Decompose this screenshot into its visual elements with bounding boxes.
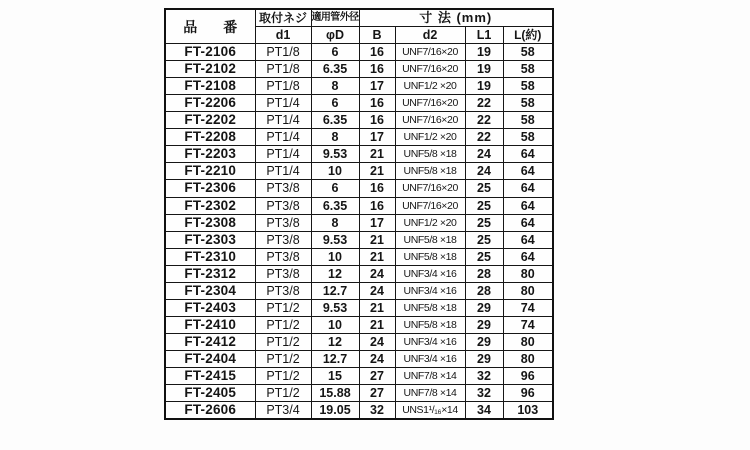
cell-part-number: FT-2412 xyxy=(165,333,255,350)
cell-d1: PT1/4 xyxy=(255,112,311,129)
cell-part-number: FT-2310 xyxy=(165,248,255,265)
cell-l-approx: 58 xyxy=(503,112,553,129)
cell-b: 21 xyxy=(359,163,395,180)
cell-part-number: FT-2306 xyxy=(165,180,255,197)
cell-part-number: FT-2403 xyxy=(165,299,255,316)
table-row xyxy=(165,197,553,214)
header-d2: d2 xyxy=(395,27,465,44)
cell-d2: UNF7/8 ×14 xyxy=(395,367,465,384)
cell-d1: PT1/2 xyxy=(255,367,311,384)
table-row xyxy=(165,316,553,333)
cell-d1: PT3/8 xyxy=(255,265,311,282)
header-b: B xyxy=(359,27,395,44)
cell-part-number: FT-2308 xyxy=(165,214,255,231)
cell-phi-d: 8 xyxy=(311,214,359,231)
cell-l1: 25 xyxy=(465,231,503,248)
cell-d1: PT3/8 xyxy=(255,197,311,214)
cell-d1: PT3/8 xyxy=(255,231,311,248)
cell-d1: PT1/4 xyxy=(255,129,311,146)
cell-l1: 19 xyxy=(465,78,503,95)
header-phi-d: φD xyxy=(311,27,359,44)
cell-part-number: FT-2312 xyxy=(165,265,255,282)
cell-l1: 25 xyxy=(465,214,503,231)
cell-d2: UNF1/2 ×20 xyxy=(395,129,465,146)
cell-l-approx: 58 xyxy=(503,78,553,95)
cell-d1: PT1/8 xyxy=(255,61,311,78)
cell-l-approx: 80 xyxy=(503,350,553,367)
header-applicable-pipe-od: 適用管外径 xyxy=(311,9,359,27)
cell-d2: UNF3/4 ×16 xyxy=(395,350,465,367)
cell-phi-d: 10 xyxy=(311,163,359,180)
cell-l-approx: 80 xyxy=(503,333,553,350)
cell-l1: 19 xyxy=(465,61,503,78)
cell-l-approx: 64 xyxy=(503,146,553,163)
spec-table-header xyxy=(165,9,553,44)
cell-d1: PT3/8 xyxy=(255,180,311,197)
cell-d1: PT1/2 xyxy=(255,299,311,316)
cell-b: 21 xyxy=(359,299,395,316)
cell-phi-d: 6.35 xyxy=(311,112,359,129)
cell-d1: PT3/8 xyxy=(255,214,311,231)
cell-b: 17 xyxy=(359,129,395,146)
cell-d2: UNF5/8 ×18 xyxy=(395,316,465,333)
cell-part-number: FT-2303 xyxy=(165,231,255,248)
cell-l1: 24 xyxy=(465,146,503,163)
cell-l1: 32 xyxy=(465,385,503,402)
table-row xyxy=(165,95,553,112)
cell-part-number: FT-2606 xyxy=(165,402,255,420)
cell-part-number: FT-2203 xyxy=(165,146,255,163)
cell-l1: 22 xyxy=(465,95,503,112)
cell-part-number: FT-2302 xyxy=(165,197,255,214)
cell-l1: 29 xyxy=(465,316,503,333)
cell-l1: 22 xyxy=(465,112,503,129)
table-row xyxy=(165,248,553,265)
cell-d2: UNF1/2 ×20 xyxy=(395,78,465,95)
header-d1: d1 xyxy=(255,27,311,44)
cell-l1: 28 xyxy=(465,265,503,282)
cell-part-number: FT-2202 xyxy=(165,112,255,129)
cell-l-approx: 64 xyxy=(503,248,553,265)
cell-l1: 28 xyxy=(465,282,503,299)
cell-l1: 22 xyxy=(465,129,503,146)
cell-l-approx: 64 xyxy=(503,163,553,180)
header-row-1 xyxy=(165,9,553,27)
table-row xyxy=(165,231,553,248)
cell-d2: UNF7/16×20 xyxy=(395,61,465,78)
header-mounting-screw: 取付ネジ xyxy=(255,9,311,27)
cell-l-approx: 96 xyxy=(503,367,553,384)
spec-table-body xyxy=(165,44,553,420)
cell-phi-d: 10 xyxy=(311,248,359,265)
cell-b: 24 xyxy=(359,282,395,299)
cell-b: 24 xyxy=(359,350,395,367)
cell-l-approx: 58 xyxy=(503,61,553,78)
cell-phi-d: 12.7 xyxy=(311,282,359,299)
header-l1: L1 xyxy=(465,27,503,44)
cell-phi-d: 12 xyxy=(311,333,359,350)
cell-part-number: FT-2410 xyxy=(165,316,255,333)
cell-b: 16 xyxy=(359,61,395,78)
cell-d2: UNF5/8 ×18 xyxy=(395,146,465,163)
cell-phi-d: 15.88 xyxy=(311,385,359,402)
cell-b: 21 xyxy=(359,248,395,265)
cell-l-approx: 58 xyxy=(503,44,553,61)
cell-d1: PT1/8 xyxy=(255,78,311,95)
cell-part-number: FT-2108 xyxy=(165,78,255,95)
cell-d1: PT1/2 xyxy=(255,316,311,333)
cell-phi-d: 9.53 xyxy=(311,146,359,163)
cell-d1: PT1/4 xyxy=(255,95,311,112)
table-row xyxy=(165,299,553,316)
cell-l-approx: 64 xyxy=(503,231,553,248)
cell-l1: 24 xyxy=(465,163,503,180)
cell-b: 16 xyxy=(359,180,395,197)
cell-l1: 25 xyxy=(465,180,503,197)
table-row xyxy=(165,402,553,420)
cell-phi-d: 6.35 xyxy=(311,197,359,214)
cell-d2: UNF7/8 ×14 xyxy=(395,385,465,402)
cell-b: 24 xyxy=(359,333,395,350)
cell-l-approx: 96 xyxy=(503,385,553,402)
cell-part-number: FT-2415 xyxy=(165,367,255,384)
cell-part-number: FT-2102 xyxy=(165,61,255,78)
cell-b: 16 xyxy=(359,112,395,129)
table-row xyxy=(165,350,553,367)
cell-l-approx: 58 xyxy=(503,95,553,112)
cell-d2: UNF5/8 ×18 xyxy=(395,299,465,316)
cell-part-number: FT-2405 xyxy=(165,385,255,402)
cell-part-number: FT-2404 xyxy=(165,350,255,367)
table-row xyxy=(165,333,553,350)
cell-d2: UNF7/16×20 xyxy=(395,44,465,61)
cell-l-approx: 74 xyxy=(503,316,553,333)
cell-part-number: FT-2304 xyxy=(165,282,255,299)
cell-b: 17 xyxy=(359,214,395,231)
cell-phi-d: 19.05 xyxy=(311,402,359,420)
cell-d2: UNF3/4 ×16 xyxy=(395,282,465,299)
cell-l1: 29 xyxy=(465,333,503,350)
cell-d2: UNS1¹/₁₆×14 xyxy=(395,402,465,420)
table-row xyxy=(165,78,553,95)
cell-l-approx: 64 xyxy=(503,197,553,214)
cell-d1: PT1/2 xyxy=(255,350,311,367)
cell-d2: UNF7/16×20 xyxy=(395,112,465,129)
cell-d2: UNF7/16×20 xyxy=(395,197,465,214)
cell-l1: 19 xyxy=(465,44,503,61)
cell-d2: UNF3/4 ×16 xyxy=(395,333,465,350)
cell-d1: PT1/4 xyxy=(255,146,311,163)
cell-d1: PT1/2 xyxy=(255,333,311,350)
cell-b: 21 xyxy=(359,316,395,333)
cell-phi-d: 9.53 xyxy=(311,231,359,248)
cell-b: 21 xyxy=(359,231,395,248)
header-l-approx: L(約) xyxy=(503,27,553,44)
cell-phi-d: 9.53 xyxy=(311,299,359,316)
cell-b: 17 xyxy=(359,78,395,95)
cell-phi-d: 10 xyxy=(311,316,359,333)
table-row xyxy=(165,282,553,299)
cell-b: 24 xyxy=(359,265,395,282)
cell-d1: PT3/8 xyxy=(255,282,311,299)
table-row xyxy=(165,367,553,384)
cell-l-approx: 80 xyxy=(503,265,553,282)
cell-phi-d: 15 xyxy=(311,367,359,384)
cell-d1: PT3/8 xyxy=(255,248,311,265)
cell-l-approx: 74 xyxy=(503,299,553,316)
cell-part-number: FT-2206 xyxy=(165,95,255,112)
cell-l1: 29 xyxy=(465,350,503,367)
table-row xyxy=(165,265,553,282)
table-row xyxy=(165,129,553,146)
table-row xyxy=(165,112,553,129)
cell-b: 27 xyxy=(359,367,395,384)
cell-part-number: FT-2210 xyxy=(165,163,255,180)
cell-phi-d: 6 xyxy=(311,95,359,112)
fitting-spec-table xyxy=(164,8,554,420)
cell-phi-d: 6 xyxy=(311,44,359,61)
header-part-number: 品 番 xyxy=(165,9,255,44)
cell-l-approx: 103 xyxy=(503,402,553,420)
cell-l-approx: 80 xyxy=(503,282,553,299)
cell-phi-d: 12 xyxy=(311,265,359,282)
cell-d2: UNF1/2 ×20 xyxy=(395,214,465,231)
cell-l1: 32 xyxy=(465,367,503,384)
cell-l1: 34 xyxy=(465,402,503,420)
cell-b: 27 xyxy=(359,385,395,402)
cell-d2: UNF5/8 ×18 xyxy=(395,163,465,180)
table-row xyxy=(165,146,553,163)
table-row xyxy=(165,180,553,197)
cell-b: 32 xyxy=(359,402,395,420)
cell-d1: PT3/4 xyxy=(255,402,311,420)
cell-b: 21 xyxy=(359,146,395,163)
cell-phi-d: 8 xyxy=(311,78,359,95)
table-row xyxy=(165,163,553,180)
cell-l1: 25 xyxy=(465,248,503,265)
cell-phi-d: 6.35 xyxy=(311,61,359,78)
table-row xyxy=(165,61,553,78)
cell-phi-d: 8 xyxy=(311,129,359,146)
cell-d2: UNF5/8 ×18 xyxy=(395,248,465,265)
cell-b: 16 xyxy=(359,197,395,214)
cell-d1: PT1/2 xyxy=(255,385,311,402)
table-row xyxy=(165,44,553,61)
cell-l1: 25 xyxy=(465,197,503,214)
cell-part-number: FT-2208 xyxy=(165,129,255,146)
cell-phi-d: 12.7 xyxy=(311,350,359,367)
cell-phi-d: 6 xyxy=(311,180,359,197)
cell-d1: PT1/4 xyxy=(255,163,311,180)
cell-part-number: FT-2106 xyxy=(165,44,255,61)
cell-d2: UNF7/16×20 xyxy=(395,95,465,112)
cell-l1: 29 xyxy=(465,299,503,316)
cell-d1: PT1/8 xyxy=(255,44,311,61)
table-row xyxy=(165,385,553,402)
cell-d2: UNF5/8 ×18 xyxy=(395,231,465,248)
cell-d2: UNF7/16×20 xyxy=(395,180,465,197)
cell-l-approx: 64 xyxy=(503,214,553,231)
cell-b: 16 xyxy=(359,95,395,112)
table-row xyxy=(165,214,553,231)
header-dimensions-mm: 寸 法 (mm) xyxy=(359,9,553,27)
cell-d2: UNF3/4 ×16 xyxy=(395,265,465,282)
cell-l-approx: 58 xyxy=(503,129,553,146)
cell-b: 16 xyxy=(359,44,395,61)
cell-l-approx: 64 xyxy=(503,180,553,197)
